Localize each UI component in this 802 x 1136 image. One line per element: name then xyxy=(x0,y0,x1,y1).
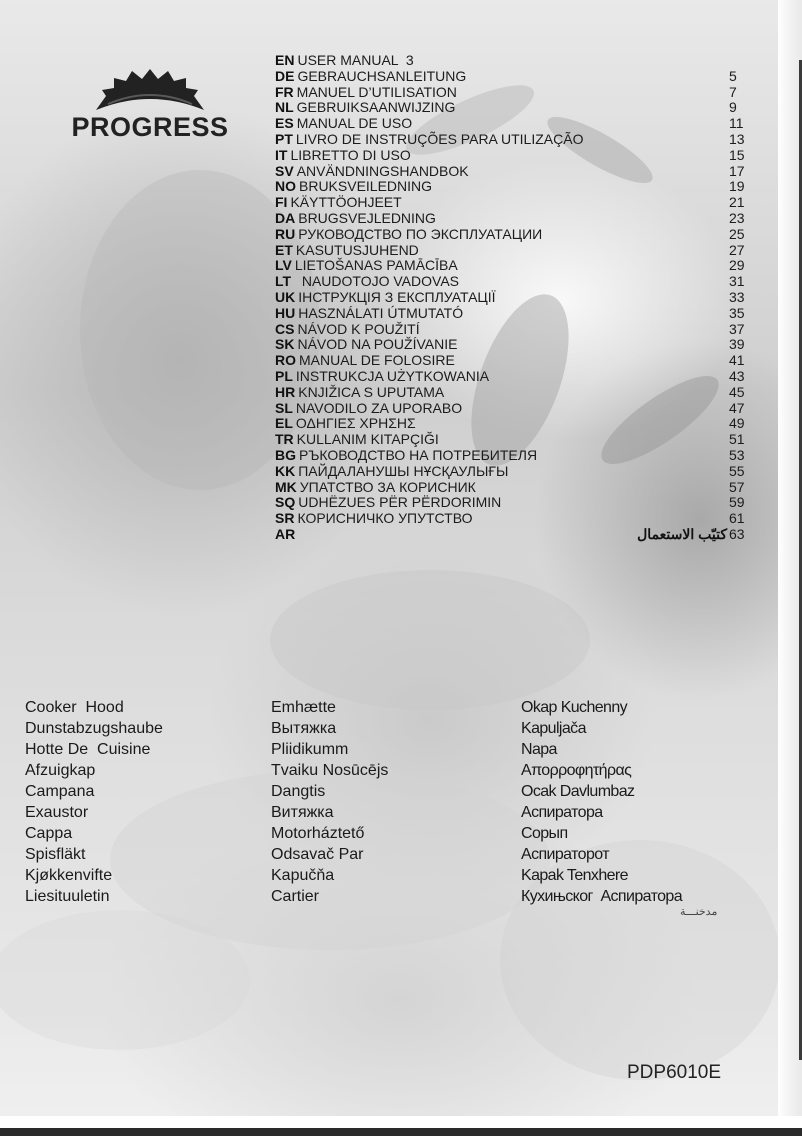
product-name: Exaustor xyxy=(25,804,89,821)
contents-row xyxy=(275,527,745,543)
page-number: 11 xyxy=(729,115,744,132)
manual-title: INSTRUKCJA UŻYTKOWANIA xyxy=(295,367,490,384)
page-number: 23 xyxy=(729,209,745,226)
product-name: Απορροφητήρας xyxy=(521,762,632,779)
manual-title: KULLANIM KITAPÇIĞI xyxy=(296,431,439,448)
brand-logo xyxy=(64,68,236,150)
contents-row xyxy=(275,353,745,369)
language-code: CS xyxy=(275,320,295,337)
page-number: 27 xyxy=(729,241,745,258)
language-code: RU xyxy=(275,225,296,242)
manual-title: NÁVOD K POUŽITÍ xyxy=(297,320,420,337)
contents-row xyxy=(275,401,745,417)
product-name: Emhætte xyxy=(271,699,336,716)
page-edge xyxy=(778,0,802,1116)
page-number: 15 xyxy=(729,146,745,163)
manual-title: NAUDOTOJO VADOVAS xyxy=(294,273,459,290)
contents-row xyxy=(275,274,745,290)
language-code: IT xyxy=(275,146,288,163)
product-name: Dunstabzugshaube xyxy=(25,720,163,737)
language-code: PT xyxy=(275,130,293,147)
product-name: Dangtis xyxy=(271,783,326,800)
manual-title: BRUGSVEJLEDNING xyxy=(298,209,436,226)
manual-title: GEBRUIKSAANWIJZING xyxy=(296,99,456,116)
product-name: Kapuljača xyxy=(521,720,586,737)
language-code: TR xyxy=(275,431,294,448)
manual-title: GEBRAUCHSANLEITUNG xyxy=(297,67,467,84)
manual-title: KNJIŽICA S UPUTAMA xyxy=(298,383,445,400)
page-number: 25 xyxy=(729,225,745,242)
page-number: 63 xyxy=(729,525,745,542)
contents-row xyxy=(275,511,745,527)
page-number: 51 xyxy=(729,431,745,448)
product-name: Ocak Davlumbaz xyxy=(521,783,635,800)
product-name: Кухињског Аспиратора xyxy=(521,888,683,905)
product-names-column-1 xyxy=(25,697,163,907)
manual-title: BRUKSVEILEDNING xyxy=(299,178,433,195)
product-name: Kapučňa xyxy=(271,867,335,884)
model-number: PDP6010E xyxy=(627,1062,722,1083)
page-number: 43 xyxy=(729,367,745,384)
language-code: PL xyxy=(275,367,293,384)
contents-row xyxy=(275,385,745,401)
product-name: Afzuigkap xyxy=(25,762,96,779)
contents-row xyxy=(275,258,745,274)
page-bottom-edge xyxy=(0,1128,802,1136)
product-name: Витяжка xyxy=(271,804,334,821)
contents-row xyxy=(275,116,745,132)
page-number: 49 xyxy=(729,415,745,432)
contents-row xyxy=(275,306,745,322)
language-code: NO xyxy=(275,178,296,195)
manual-title: USER MANUAL 3 xyxy=(297,52,414,68)
page-number: 57 xyxy=(729,478,745,495)
language-code: DA xyxy=(275,209,296,226)
language-code: FI xyxy=(275,194,288,211)
product-name: Pliidikumm xyxy=(271,741,349,758)
brand-name: PROGRESS xyxy=(71,112,229,142)
product-name: Cappa xyxy=(25,825,73,842)
page-number: 33 xyxy=(729,288,745,305)
manual-title: NAVODILO ZA UPORABO xyxy=(295,399,463,416)
contents-row xyxy=(275,243,745,259)
product-name: Hotte De Cuisine xyxy=(25,741,151,758)
product-name: Spisfläkt xyxy=(25,846,86,863)
product-name: Liesituuletin xyxy=(25,888,110,905)
page-number: 59 xyxy=(729,494,745,511)
product-names-column-3 xyxy=(521,697,682,907)
contents-row xyxy=(275,322,745,338)
page-number: 5 xyxy=(729,67,737,84)
product-name: Kjøkkenvifte xyxy=(25,867,113,884)
product-name: Kapak Tenxhere xyxy=(521,867,628,884)
product-name: Сорып xyxy=(521,825,568,842)
language-code: HR xyxy=(275,383,296,400)
language-code: AR xyxy=(275,525,296,542)
product-name: Okap Kuchenny xyxy=(521,699,628,716)
contents-row xyxy=(275,179,745,195)
page-number: 9 xyxy=(729,99,737,116)
manual-title: LIETOŠANAS PAMĀCĪBA xyxy=(294,257,458,274)
contents-row xyxy=(275,69,745,85)
language-code: KK xyxy=(275,462,296,479)
product-name: Napa xyxy=(521,741,557,758)
page-number: 29 xyxy=(729,257,745,274)
contents-row xyxy=(275,480,745,496)
page-number: 39 xyxy=(729,336,745,353)
page-number: 19 xyxy=(729,178,745,195)
manual-title-arabic: كتيّب الاستعمال xyxy=(637,525,727,542)
language-code: SR xyxy=(275,510,295,527)
language-code: SV xyxy=(275,162,294,179)
language-code: DE xyxy=(275,67,295,84)
manual-title: NÁVOD NA POUŽÍVANIE xyxy=(297,336,458,353)
arabic-product-name: مدخنـــة xyxy=(680,906,718,918)
contents-row xyxy=(275,290,745,306)
contents-row xyxy=(275,53,745,69)
manual-title: РУКОВОДСТВО ПО ЭКСПЛУАТАЦИИ xyxy=(298,225,543,242)
language-code: HU xyxy=(275,304,296,321)
contents-row xyxy=(275,195,745,211)
contents-row xyxy=(275,227,745,243)
progress-crown-icon xyxy=(92,68,208,112)
language-code: SK xyxy=(275,336,295,353)
contents-row xyxy=(275,369,745,385)
page-number: 45 xyxy=(729,383,745,400)
manual-title: РЪКОВОДСТВО НА ПОТРЕБИТЕЛЯ xyxy=(299,446,538,463)
page-number: 13 xyxy=(729,130,745,147)
manual-title: MANUAL DE USO xyxy=(296,115,413,132)
language-contents-list xyxy=(275,53,745,543)
language-code: SL xyxy=(275,399,293,416)
page-number: 37 xyxy=(729,320,745,337)
contents-row xyxy=(275,448,745,464)
language-code: RO xyxy=(275,352,296,369)
language-code: EN xyxy=(275,52,295,68)
page-number: 21 xyxy=(729,194,745,211)
language-code: NL xyxy=(275,99,294,116)
manual-title: ANVÄNDNINGSHANDBOK xyxy=(296,162,469,179)
page-number: 17 xyxy=(729,162,745,179)
product-name: Motorháztető xyxy=(271,825,365,842)
language-code: LV xyxy=(275,257,292,274)
contents-row xyxy=(275,416,745,432)
contents-row xyxy=(275,148,745,164)
contents-row xyxy=(275,495,745,511)
contents-row xyxy=(275,211,745,227)
manual-title: MANUEL D’UTILISATION xyxy=(296,83,457,100)
product-name: Cooker Hood xyxy=(25,699,124,716)
language-code: EL xyxy=(275,415,293,432)
page-number: 55 xyxy=(729,462,745,479)
product-name: Odsavač Par xyxy=(271,846,364,863)
product-name: Аспиратора xyxy=(521,804,603,821)
product-names-column-2 xyxy=(271,697,388,907)
contents-row xyxy=(275,464,745,480)
page-number: 7 xyxy=(729,83,737,100)
language-code: FR xyxy=(275,83,294,100)
page-number: 47 xyxy=(729,399,745,416)
language-code: SQ xyxy=(275,494,296,511)
manual-title: HASZNÁLATI ÚTMUTATÓ xyxy=(298,304,464,321)
language-code: UK xyxy=(275,288,296,305)
page-number: 31 xyxy=(729,273,745,290)
manual-title: КОРИСНИЧКО УПУТСТВО xyxy=(297,510,473,527)
contents-row xyxy=(275,432,745,448)
product-name: Аспираторот xyxy=(521,846,609,863)
page-bottom-margin xyxy=(0,1116,802,1128)
product-name: Campana xyxy=(25,783,95,800)
contents-row xyxy=(275,132,745,148)
manual-title: MANUAL DE FOLOSIRE xyxy=(299,352,455,369)
manual-title: УПАТСТВО ЗА КОРИСНИК xyxy=(299,478,476,495)
product-name: Tvaiku Nosūcējs xyxy=(271,762,389,779)
manual-title: ПАЙДАЛАНУШЫ НҰСҚАУЛЫҒЫ xyxy=(298,462,509,479)
language-code: BG xyxy=(275,446,296,463)
language-code: MK xyxy=(275,478,297,495)
language-code: LT xyxy=(275,273,292,290)
language-code: ES xyxy=(275,115,294,132)
product-name: Cartier xyxy=(271,888,320,905)
contents-row xyxy=(275,100,745,116)
manual-title: ΟΔΗΓΙΕΣ ΧΡΗΣΗΣ xyxy=(295,415,416,432)
manual-title: ІНСТРУКЦІЯ З ЕКСПЛУАТАЦІЇ xyxy=(298,288,496,305)
manual-title: LIVRO DE INSTRUÇÕES PARA UTILIZAÇÃO xyxy=(295,130,584,147)
manual-title: LIBRETTO DI USO xyxy=(290,146,411,163)
contents-row xyxy=(275,164,745,180)
manual-title: UDHËZUES PËR PËRDORIMIN xyxy=(298,494,502,511)
page-number: 41 xyxy=(729,352,745,369)
language-code: ET xyxy=(275,241,293,258)
contents-row xyxy=(275,337,745,353)
contents-row xyxy=(275,85,745,101)
product-name: Вытяжка xyxy=(271,720,337,737)
manual-title: KASUTUSJUHEND xyxy=(295,241,419,258)
page-number: 35 xyxy=(729,304,745,321)
page-number: 53 xyxy=(729,446,745,463)
manual-title: KÄYTTÖOHJEET xyxy=(290,194,402,211)
page-number: 61 xyxy=(729,510,745,527)
